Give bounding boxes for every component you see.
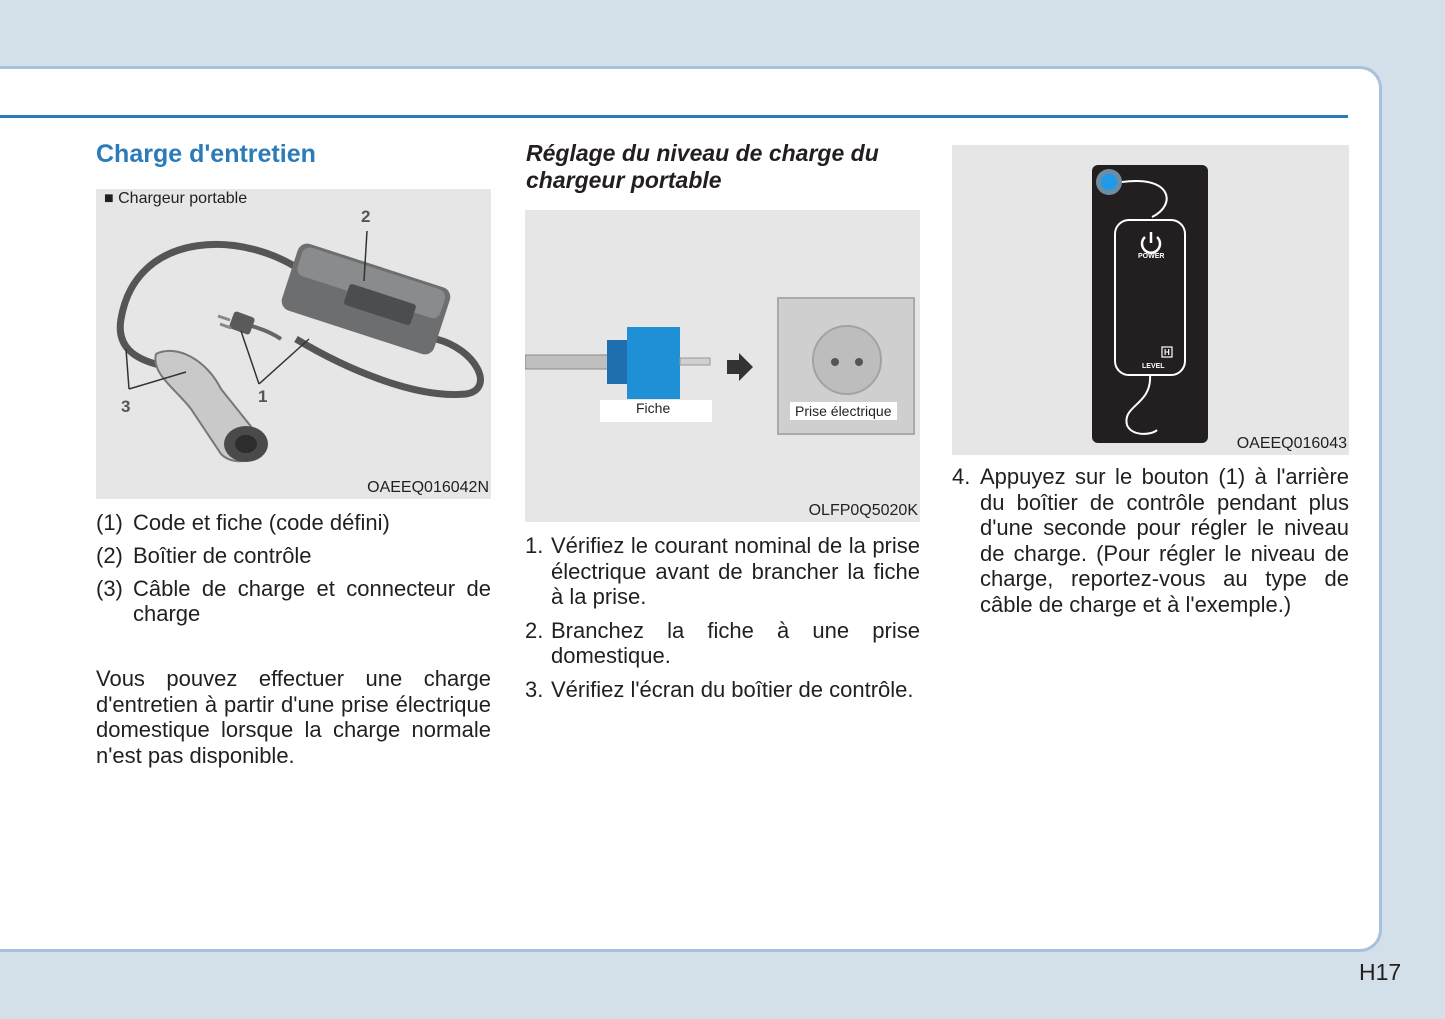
dark-panel bbox=[1092, 165, 1208, 443]
page-number: H17 bbox=[1359, 959, 1402, 985]
figure-caption: ■ Chargeur portable bbox=[104, 190, 248, 207]
legend-item: (3) Câble de charge et connecteur de charge bbox=[96, 576, 491, 626]
square-bullet-icon: ■ bbox=[104, 190, 114, 207]
plug-body bbox=[627, 327, 680, 399]
subsection-title: Réglage du niveau de charge du chargeur portable bbox=[526, 140, 879, 193]
control-box-back-figure bbox=[952, 145, 1349, 455]
arrow-right-icon bbox=[727, 353, 753, 381]
steps-list bbox=[952, 464, 1349, 625]
figure-legend bbox=[96, 510, 491, 634]
plug-collar bbox=[607, 340, 629, 384]
plug-outlet-illustration bbox=[525, 210, 920, 522]
charging-connector bbox=[155, 351, 268, 462]
outlet-socket bbox=[813, 326, 881, 394]
power-text: POWER bbox=[1138, 253, 1165, 260]
h-indicator: H bbox=[1164, 348, 1170, 357]
domestic-plug bbox=[218, 311, 255, 335]
plug-outlet-figure bbox=[525, 210, 920, 522]
figure-code: OAEEQ016043 bbox=[1236, 435, 1347, 452]
power-button-icon bbox=[1101, 174, 1117, 190]
callout-3: 3 bbox=[121, 397, 131, 416]
section-title: Charge d'entretien bbox=[96, 140, 316, 168]
charging-cable-tail bbox=[296, 339, 480, 395]
legend-item: (2) Boîtier de contrôle bbox=[96, 543, 312, 568]
header-rule bbox=[0, 115, 1348, 118]
step-item: 4. Appuyez sur le bouton (1) à l'arrière du boîtier de contrôle pendant plus d'une seconde pour régler le niveau de charge. (Pour régler le niveau de charge, reportez-vous au type de câble de charge et à l'exemple.) bbox=[952, 464, 1349, 617]
figure-code: OLFP0Q5020K bbox=[808, 502, 918, 519]
steps-list bbox=[525, 533, 920, 710]
legend-item: (1) Code et fiche (code défini) bbox=[96, 510, 390, 535]
plug-pin bbox=[680, 358, 710, 365]
step-item: 3. Vérifiez l'écran du boîtier de contrôle. bbox=[525, 676, 914, 702]
charging-cable bbox=[120, 244, 306, 369]
figure-code: OAEEQ016042N bbox=[367, 479, 489, 496]
portable-charger-illustration bbox=[96, 189, 491, 499]
step-item: 2. Branchez la fiche à une prise domestique. bbox=[525, 617, 920, 668]
plug-cable bbox=[525, 355, 610, 369]
intro-paragraph: Vous pouvez effectuer une charge d'entretien à partir d'une prise électrique domestique lorsque la charge normale n'est pas disponible. bbox=[96, 666, 491, 768]
step-item: 1. Vérifiez le courant nominal de la prise électrique avant de brancher la fiche à la prise. bbox=[525, 533, 920, 609]
plug-label: Fiche bbox=[636, 400, 671, 416]
callout-1: 1 bbox=[258, 387, 268, 406]
callout-2: 2 bbox=[361, 207, 371, 226]
control-box-illustration bbox=[952, 145, 1349, 455]
portable-charger-figure bbox=[96, 189, 491, 499]
level-text: LEVEL bbox=[1142, 363, 1165, 370]
outlet-label: Prise électrique bbox=[790, 402, 897, 420]
